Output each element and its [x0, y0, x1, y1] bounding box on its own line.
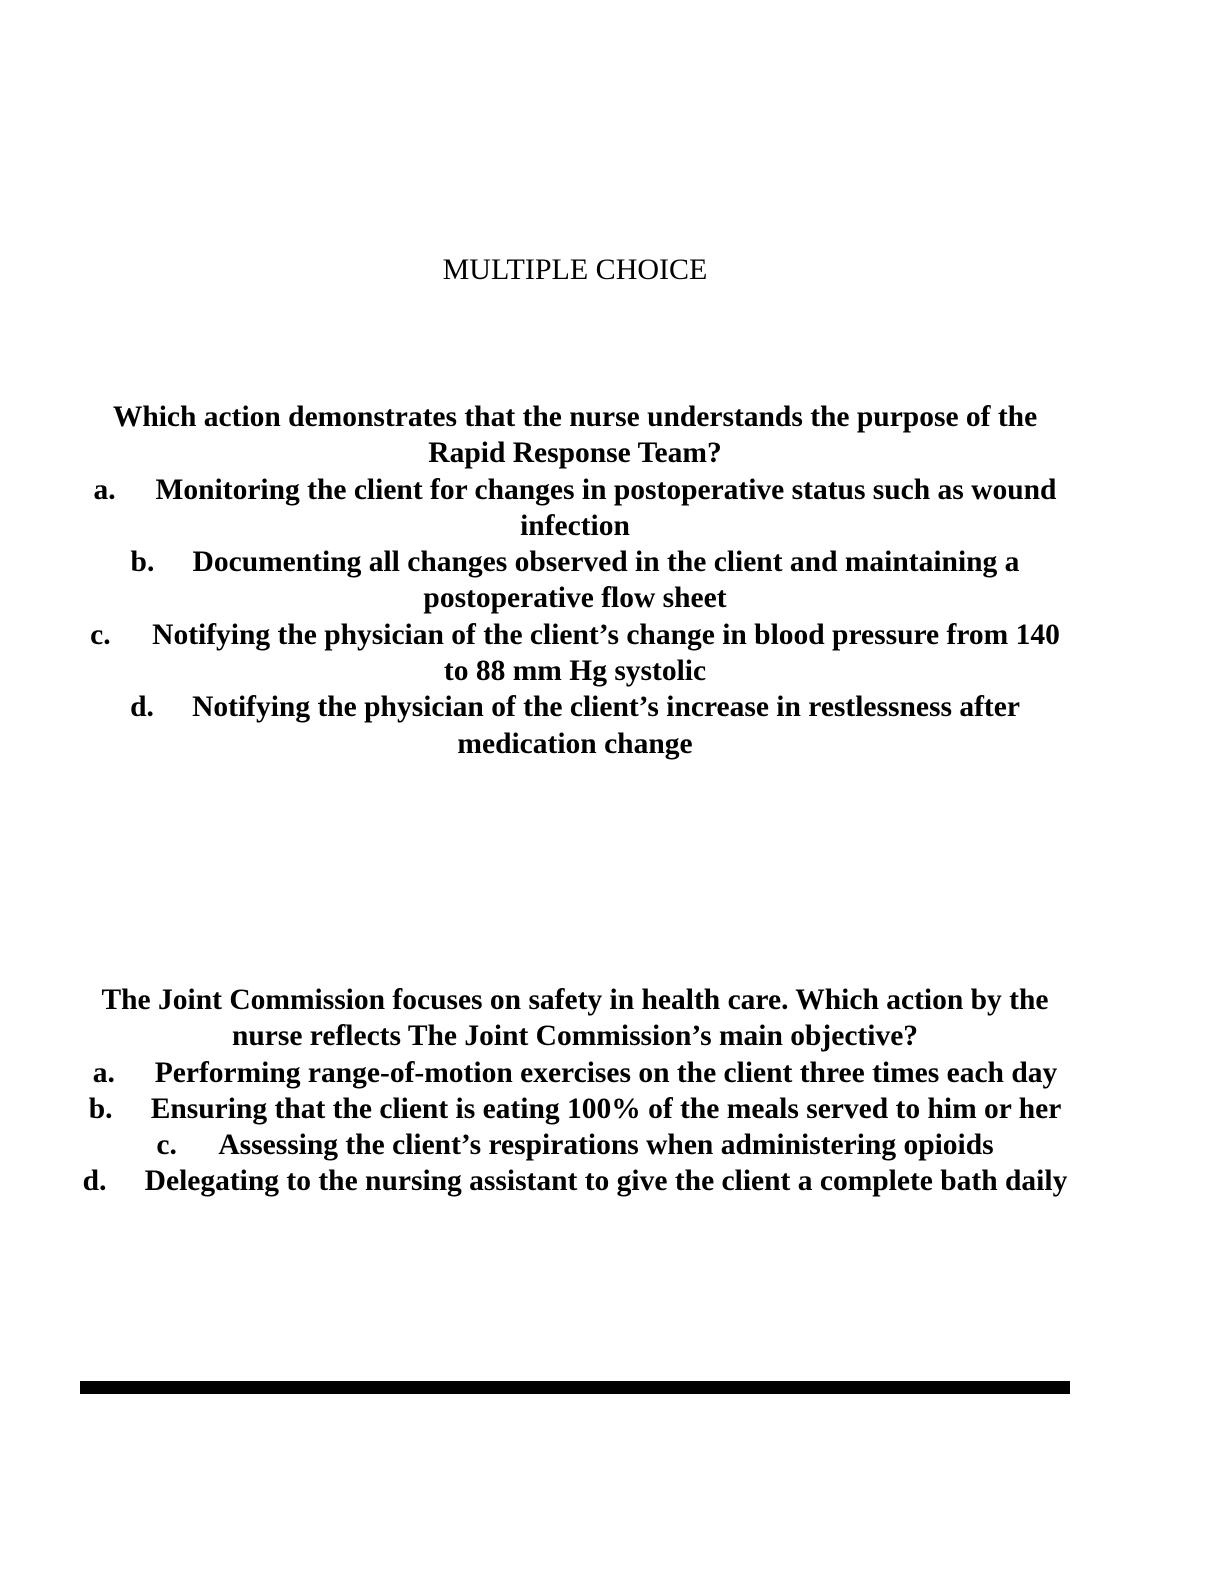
option-text: Notifying the physician of the client’s change in blood pressure from 140 to 88 mm Hg systolic — [152, 618, 1060, 688]
option-letter: c. — [90, 618, 111, 651]
option-letter: c. — [156, 1129, 177, 1162]
answer-option-a — [80, 472, 1070, 545]
question-1 — [80, 399, 1070, 762]
answer-option-c — [80, 1127, 1070, 1163]
option-letter: b. — [88, 1092, 113, 1125]
option-letter: b. — [130, 546, 155, 579]
option-text: Notifying the physician of the client’s increase in restlessness after medication change — [192, 691, 1020, 760]
question-stem: Which action demonstrates that the nurse understands the purpose of the Rapid Response Team? — [112, 401, 1038, 470]
option-letter: d. — [82, 1165, 107, 1198]
answer-option-d — [80, 1163, 1070, 1199]
option-letter: a. — [92, 1056, 115, 1089]
question-stem: The Joint Commission focuses on safety in health care. Which action by the nurse reflects The Joint Commission’s main objective? — [101, 984, 1049, 1053]
option-text: Assessing the client’s respirations when administering opioids — [218, 1129, 994, 1162]
answer-option-b — [80, 544, 1070, 617]
option-letter: a. — [93, 473, 116, 506]
answer-option-a — [80, 1055, 1070, 1091]
answer-option-d — [80, 689, 1070, 762]
question-2 — [80, 982, 1070, 1200]
option-letter: d. — [130, 691, 154, 724]
option-text: Performing range-of-motion exercises on the client three times each day — [154, 1056, 1058, 1089]
option-text: Ensuring that the client is eating 100% of the meals served to him or her — [150, 1092, 1062, 1125]
horizontal-rule — [80, 1381, 1070, 1394]
option-text: Documenting all changes observed in the client and maintaining a postoperative flow sheet — [192, 546, 1020, 615]
option-text: Monitoring the client for changes in postoperative status such as wound infection — [155, 473, 1057, 542]
section-heading: MULTIPLE CHOICE — [442, 253, 708, 286]
answer-option-c — [80, 617, 1070, 690]
option-text: Delegating to the nursing assistant to give the client a complete bath daily — [144, 1165, 1068, 1198]
answer-option-b — [80, 1091, 1070, 1127]
